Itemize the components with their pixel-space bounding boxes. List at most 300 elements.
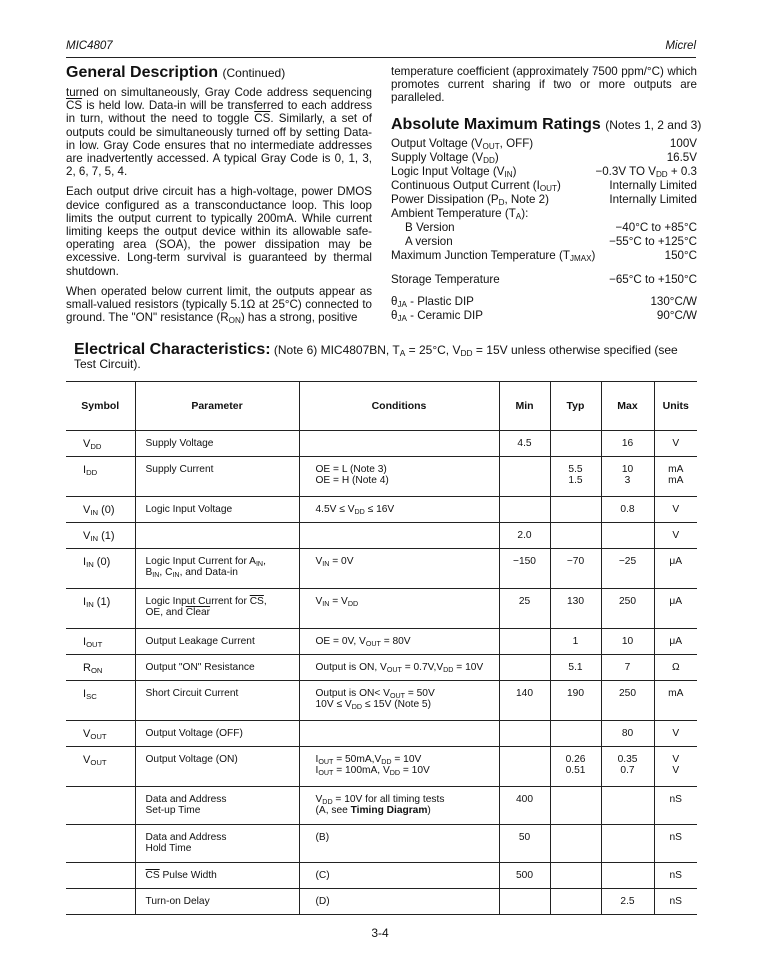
text: SC	[86, 692, 97, 701]
subscript: JMAX	[569, 254, 592, 263]
text: Internally Limited	[609, 179, 697, 192]
rating-value	[609, 193, 697, 206]
cell-min	[499, 497, 550, 523]
text: Data and Address	[145, 832, 227, 843]
text: . Similarly, a set of outputs could be simultaneously turned off by setting Data-in low. Gray Code ensures that no intermediate addresses are inadvertently accessed. A typical Gray Code is 0, 1, 3, 2, 6, 7, 5, 4.	[66, 112, 372, 179]
cell-conditions	[299, 747, 499, 787]
cell-min	[499, 721, 550, 747]
text: OUT	[365, 640, 381, 648]
table-row	[66, 721, 697, 747]
cell-max	[601, 863, 654, 889]
text: 0.7	[620, 765, 635, 776]
cell-typ: 190	[550, 681, 601, 721]
text: = 10V	[400, 765, 430, 776]
text: V	[83, 530, 91, 542]
cell-units: V	[654, 497, 697, 523]
text: V	[83, 438, 91, 450]
cell-parameter: Turn-on Delay	[135, 889, 299, 915]
cell-max: 250	[601, 589, 654, 629]
general-paragraph-1	[66, 86, 372, 178]
text: IN	[255, 560, 264, 568]
subscript: OUT	[539, 184, 557, 193]
header-min: Min	[499, 382, 550, 431]
cell-parameter	[135, 787, 299, 825]
text: I	[315, 754, 319, 765]
rating-row	[391, 137, 697, 151]
cell-typ	[550, 787, 601, 825]
text: ,	[263, 596, 267, 607]
text: 4.5V ≤ V	[315, 504, 355, 515]
text: DD	[322, 798, 333, 806]
text: 130°C/W	[650, 295, 697, 308]
rating-name	[391, 207, 528, 220]
cell-min: −150	[499, 549, 550, 589]
subscript: IN	[504, 170, 513, 179]
text: θ	[391, 309, 398, 322]
text: 150°C	[664, 249, 697, 262]
header-units: Units	[654, 382, 697, 431]
general-title: General Description	[66, 64, 219, 81]
text: Internally Limited	[609, 193, 697, 206]
subscript: DD	[483, 156, 495, 165]
cell-max: −25	[601, 549, 654, 589]
cell-max: 7	[601, 655, 654, 681]
text: ) has a strong, positive	[240, 311, 358, 325]
rating-value	[609, 273, 697, 286]
electrical-characteristics-table	[66, 381, 697, 915]
cell-typ	[550, 457, 601, 497]
cell-symbol	[66, 589, 135, 629]
text: OE = 0V, V	[315, 636, 366, 647]
rating-value	[657, 309, 697, 322]
text: DD	[443, 666, 454, 674]
header-max: Max	[601, 382, 654, 431]
cell-conditions	[299, 681, 499, 721]
cell-conditions	[299, 457, 499, 497]
rating-row	[391, 151, 697, 165]
text: = 50V	[405, 688, 435, 699]
text: (A, see	[315, 805, 351, 816]
electrical-heading	[74, 341, 694, 359]
cell-max: 16	[601, 431, 654, 457]
text: (0)	[93, 556, 111, 568]
cell-symbol	[66, 549, 135, 589]
text: )	[494, 151, 499, 164]
header-rule	[66, 57, 696, 58]
cell-conditions	[299, 549, 499, 589]
text: ON	[90, 666, 103, 675]
cell-typ	[550, 497, 601, 523]
text: is held low. Data-in will be transferred to each address in	[66, 99, 372, 126]
cell-min	[499, 747, 550, 787]
text: = 50mA,V	[333, 754, 382, 765]
text: OUT	[318, 758, 334, 766]
text: −0.3V TO V	[595, 165, 656, 178]
text: OE = H (Note 4)	[315, 475, 389, 486]
cell-conditions	[299, 787, 499, 825]
text: = 10V	[391, 754, 422, 765]
cell-units: mA	[654, 681, 697, 721]
text: mA	[668, 475, 684, 486]
text: A version	[405, 235, 453, 248]
cell-typ: −70	[550, 549, 601, 589]
cell-min: 400	[499, 787, 550, 825]
text: V	[83, 504, 91, 516]
text: I	[315, 765, 319, 776]
cell-max	[601, 787, 654, 825]
text: $\overline{CS}$	[145, 870, 160, 881]
cell-units: V	[654, 523, 697, 549]
text: V	[672, 754, 680, 765]
table-row	[66, 747, 697, 787]
cell-min: 50	[499, 825, 550, 863]
cell-max	[601, 825, 654, 863]
cell-typ: 5.1	[550, 655, 601, 681]
cell-typ	[550, 863, 601, 889]
text: DD	[351, 703, 362, 711]
rating-row	[391, 235, 697, 249]
text: IN	[86, 600, 94, 609]
text: DD	[389, 769, 401, 777]
text: DD	[347, 600, 359, 608]
cell-symbol	[66, 457, 135, 497]
cell-conditions	[299, 589, 499, 629]
general-paragraph-2: Each output drive circuit has a high-voltage, power DMOS device configured as a transconductance loop. This loop limits the output current to typically 200mA. While current limiting keeps the output device within its allowable safe-operating area (SOA), the power dissipation may be excessive. Long-term survival is guaranteed by thermal shutdown.	[66, 185, 372, 278]
table-header-row	[66, 382, 697, 431]
rating-value	[650, 295, 697, 308]
table-row	[66, 889, 697, 915]
table-row	[66, 549, 697, 589]
cell-symbol	[66, 825, 135, 863]
cell-conditions	[299, 431, 499, 457]
text: , C	[159, 567, 173, 578]
cell-units	[654, 457, 697, 497]
text: DD	[86, 468, 98, 477]
rating-name	[391, 249, 595, 262]
text: = 10V	[453, 662, 484, 673]
text: OUT	[86, 640, 103, 649]
header-parameter: Parameter	[135, 382, 299, 431]
text: OUT	[389, 692, 406, 700]
rating-row	[391, 221, 697, 235]
text: Supply Voltage (V	[391, 151, 484, 164]
table-row	[66, 523, 697, 549]
cell-symbol	[66, 787, 135, 825]
cell-min	[499, 889, 550, 915]
rating-name	[405, 235, 453, 248]
table-row	[66, 863, 697, 889]
cell-units	[654, 747, 697, 787]
cell-units: nS	[654, 863, 697, 889]
text: Set-up Time	[145, 805, 201, 816]
cell-min: 500	[499, 863, 550, 889]
header-typ: Typ	[550, 382, 601, 431]
text: Power Dissipation (P	[391, 193, 499, 206]
general-paragraph-4: temperature coefficient (approximately 7500 ppm/°C) which promotes current sharing if two or more outputs are paralleled.	[391, 65, 697, 105]
cell-parameter	[135, 549, 299, 589]
rating-name	[391, 165, 516, 178]
text: Logic Input Voltage (V	[391, 165, 505, 178]
rating-name	[391, 179, 561, 192]
cell-max: 80	[601, 721, 654, 747]
cell-symbol	[66, 655, 135, 681]
subscript: A	[515, 212, 522, 221]
rating-row	[391, 309, 697, 323]
text: I	[83, 636, 87, 648]
text: (0)	[98, 504, 115, 516]
cell-parameter: Supply Voltage	[135, 431, 299, 457]
text: )	[591, 249, 596, 262]
text: Data and Address	[145, 794, 227, 805]
cell-conditions: (B)	[299, 825, 499, 863]
cell-typ: 1	[550, 629, 601, 655]
table-row	[66, 629, 697, 655]
cell-parameter	[135, 825, 299, 863]
general-description-heading	[66, 64, 285, 82]
general-description-body	[66, 86, 372, 331]
text: )	[557, 179, 561, 192]
absmax-title-suffix: (Notes 1, 2 and 3)	[605, 118, 702, 132]
text: Logic Input Current for A	[145, 556, 256, 567]
text: ,	[263, 556, 266, 567]
cell-parameter: Short Circuit Current	[135, 681, 299, 721]
text: 0.35	[617, 754, 638, 765]
header-symbol: Symbol	[66, 382, 135, 431]
electrical-title: Electrical Characteristics:	[74, 341, 271, 358]
text: DD	[460, 348, 473, 358]
cell-min	[499, 457, 550, 497]
cell-typ: 130	[550, 589, 601, 629]
text: 16.5V	[666, 151, 697, 164]
rating-name	[405, 221, 455, 234]
text: Pulse Width	[159, 870, 217, 881]
text: Output Voltage (V	[391, 137, 483, 150]
text: 0.26	[565, 754, 586, 765]
rating-row	[391, 165, 697, 179]
text: 10	[621, 464, 634, 475]
text: , Note 2)	[504, 193, 549, 206]
text: DD	[381, 758, 392, 766]
cell-conditions	[299, 629, 499, 655]
cell-conditions	[299, 655, 499, 681]
subscript: DD	[655, 170, 668, 179]
text: 100V	[669, 137, 697, 150]
rating-value	[609, 179, 697, 192]
text: V	[315, 556, 323, 567]
text: (1)	[93, 596, 111, 608]
text: I	[83, 556, 87, 568]
subscript: OUT	[482, 142, 500, 151]
rating-value	[665, 249, 697, 262]
text: I	[83, 464, 87, 476]
rating-value	[667, 151, 697, 164]
text: IN	[152, 571, 160, 579]
cell-units: nS	[654, 825, 697, 863]
company-name: Micrel	[665, 40, 696, 52]
text: Output is ON, V	[315, 662, 387, 673]
rating-name	[391, 193, 549, 206]
text: 1.5	[568, 475, 583, 486]
text: A	[399, 348, 406, 358]
cell-parameter	[135, 589, 299, 629]
rating-name	[391, 151, 499, 164]
cell-units: V	[654, 721, 697, 747]
text: IN	[86, 560, 94, 569]
table-row	[66, 681, 697, 721]
cell-units: μA	[654, 549, 697, 589]
cell-symbol	[66, 629, 135, 655]
text: Continuous Output Current (I	[391, 179, 540, 192]
cell-units: μA	[654, 589, 697, 629]
text: = 15V unless otherwise specified (see	[472, 343, 678, 357]
text: IN	[322, 600, 330, 608]
cell-parameter	[135, 863, 299, 889]
text: mA	[668, 464, 684, 475]
rating-row	[391, 207, 697, 221]
text: OUT	[386, 666, 402, 674]
text: $\overline{CS}$	[254, 112, 271, 126]
page-number: 3-4	[371, 926, 389, 940]
cell-parameter: Output Voltage (ON)	[135, 747, 299, 787]
cell-max: 0.8	[601, 497, 654, 523]
table-row	[66, 787, 697, 825]
cell-conditions	[299, 523, 499, 549]
text: = 80V	[380, 636, 411, 647]
text: IN	[90, 534, 99, 543]
cell-conditions: (D)	[299, 889, 499, 915]
text: θ	[391, 295, 398, 308]
text: −65°C to +150°C	[609, 273, 697, 286]
table-row	[66, 655, 697, 681]
text: V	[315, 794, 323, 805]
cell-parameter: Logic Input Voltage	[135, 497, 299, 523]
table-row	[66, 431, 697, 457]
rating-name	[391, 137, 533, 150]
cell-units: V	[654, 431, 697, 457]
cell-min	[499, 655, 550, 681]
cell-typ	[550, 889, 601, 915]
cell-symbol	[66, 721, 135, 747]
text: )	[427, 805, 431, 816]
rating-value	[609, 235, 697, 248]
text: $\overline{CS}$	[66, 99, 83, 113]
cell-typ	[550, 523, 601, 549]
cell-symbol	[66, 431, 135, 457]
text: When operated below current limit, the outputs appear as small-valued resistors (typically 5.1Ω at 25°C) connected to ground. The "ON" resistance (R	[66, 284, 372, 325]
text: = 10V for all timing tests	[332, 794, 445, 805]
cell-typ	[550, 431, 601, 457]
text: B Version	[405, 221, 455, 234]
general-paragraph-3	[66, 285, 372, 325]
cell-symbol	[66, 747, 135, 787]
cell-min: 4.5	[499, 431, 550, 457]
cell-conditions	[299, 497, 499, 523]
table-row	[66, 825, 697, 863]
cell-symbol	[66, 681, 135, 721]
cell-symbol	[66, 889, 135, 915]
text: - Plastic DIP	[406, 295, 474, 308]
rating-value	[616, 221, 697, 234]
text: = V	[329, 596, 348, 607]
text: OUT	[318, 769, 334, 777]
text: V	[83, 728, 91, 740]
text: I	[83, 596, 87, 608]
text: IN	[322, 560, 330, 568]
text: ):	[521, 207, 529, 220]
text: OUT	[90, 732, 107, 741]
cell-conditions: (C)	[299, 863, 499, 889]
cell-max	[601, 747, 654, 787]
cell-typ	[550, 747, 601, 787]
text: )	[512, 165, 517, 178]
text: V	[672, 765, 680, 776]
rating-value	[595, 165, 697, 178]
subscript: D	[498, 198, 505, 207]
text: = 100mA, V	[333, 765, 390, 776]
text: 5.5	[568, 464, 583, 475]
cell-typ	[550, 825, 601, 863]
text: = 0V	[329, 556, 354, 567]
text: OUT	[90, 758, 107, 767]
text: turned on simultaneously, Gray Code address sequencing	[66, 86, 372, 99]
cell-max: 2.5	[601, 889, 654, 915]
text: IN	[172, 571, 180, 579]
cell-max: 10	[601, 629, 654, 655]
rating-name	[391, 295, 474, 308]
text: Ambient Temperature (T	[391, 207, 516, 220]
text: ≤ 15V (Note 5)	[361, 699, 431, 710]
text: turn, without the need to toggle	[80, 112, 255, 126]
cell-max	[601, 457, 654, 497]
text: −40°C to +85°C	[615, 221, 697, 234]
cell-symbol	[66, 523, 135, 549]
text: OE, and	[145, 607, 186, 618]
rating-row	[391, 249, 697, 263]
text: −55°C to +125°C	[609, 235, 697, 248]
text: , and Data-in	[179, 567, 238, 578]
rating-name	[391, 273, 500, 286]
text: DD	[354, 508, 365, 516]
table-row	[66, 497, 697, 523]
cell-units: μA	[654, 629, 697, 655]
subscript: JA	[397, 314, 407, 323]
general-title-suffix: (Continued)	[222, 66, 286, 80]
text: (1)	[98, 530, 115, 542]
text: Logic Input Current for	[145, 596, 250, 607]
text: + 0.3	[667, 165, 697, 178]
text: Storage Temperature	[391, 273, 500, 286]
text: Hold Time	[145, 843, 192, 854]
text: IN	[90, 508, 99, 517]
cell-typ	[550, 721, 601, 747]
cell-units: nS	[654, 889, 697, 915]
text: = 25°C, V	[405, 343, 461, 357]
rating-name	[391, 309, 483, 322]
cell-parameter: Output "ON" Resistance	[135, 655, 299, 681]
text: OE = L (Note 3)	[315, 464, 387, 475]
absmax-title: Absolute Maximum Ratings	[391, 116, 601, 133]
text: V	[83, 754, 91, 766]
text: 0.51	[565, 765, 586, 776]
cell-min: 25	[499, 589, 550, 629]
electrical-desc	[274, 343, 678, 357]
text: Clear	[185, 607, 211, 618]
text: ON	[228, 316, 241, 326]
text: B	[145, 567, 153, 578]
subscript: JA	[397, 300, 407, 309]
cell-min: 2.0	[499, 523, 550, 549]
absmax-heading	[391, 116, 701, 134]
